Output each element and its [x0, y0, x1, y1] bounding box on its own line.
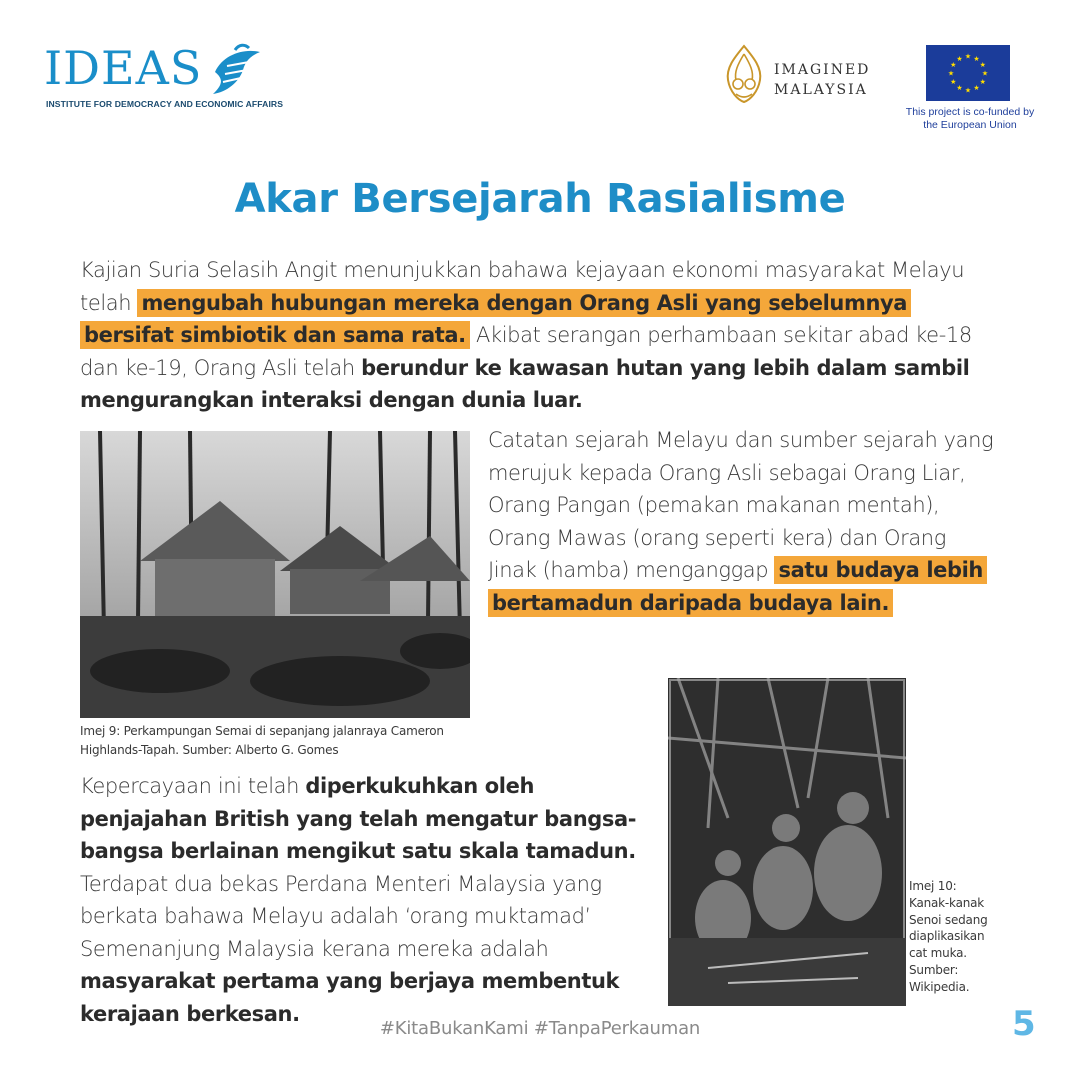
hashtags-footer: #KitaBukanKami #TanpaPerkauman: [379, 1018, 701, 1039]
eu-funding-caption: This project is co-funded by the European Union: [905, 106, 1035, 131]
ideas-bird-icon: [205, 42, 265, 98]
eu-star-icon: ★: [973, 54, 980, 63]
image-caption-2: Imej 10: Kanak-kanak Senoi sedang diaplikasikan cat muka. Sumber: Wikipedia.: [909, 879, 988, 994]
eu-star-icon: ★: [979, 61, 986, 69]
eu-star-icon: ★: [947, 69, 955, 78]
highlight-text: mengubah hubungan mereka dengan Orang Asli yang sebelumnya bersifat simbiotik dan sama rata.: [80, 289, 911, 350]
colonial-paragraph: Kepercayaan ini telah diperkukuhkan oleh penjajahan British yang telah mengatur bangsa-bangsa berlainan mengikut satu skala tamadun. Terdapat dua bekas Perdana Menteri Malaysia yang berkata bahawa Melayu adalah ‘orang muktamad’ Semenanjung Malaysia kerana mereka adalah masyarakat pertama yang berjaya membentuk kerajaan berkesan.: [80, 774, 637, 1026]
eu-star-icon: ★: [950, 78, 957, 86]
bold-text: masyarakat pertama yang berjaya membentuk kerajaan berkesan.: [80, 969, 620, 1026]
bold-text: diperkukuhkan oleh penjajahan British yang telah mengatur bangsa-bangsa berlainan mengikut satu skala tamadun.: [80, 774, 637, 863]
eu-star-icon: ★: [956, 54, 963, 63]
history-paragraph: Catatan sejarah Melayu dan sumber sejarah yang merujuk kepada Orang Asli sebagai Orang Liar, Orang Pangan (pemakan makanan mentah), Orang Mawas (orang seperti kera) dan Orang Jinak (hamba) menganggap satu budaya lebih bertamadun daripada budaya lain.: [488, 428, 994, 615]
page-number: 5: [1012, 1004, 1036, 1044]
eu-star-icon: ★: [964, 52, 972, 61]
village-photo: [80, 431, 470, 718]
imagined-malaysia-emblem-icon: [720, 44, 768, 104]
image-caption-1: Imej 9: Perkampungan Semai di sepanjang jalanraya Cameron Highlands-Tapah. Sumber: Alberto G. Gomes: [80, 724, 444, 757]
ideas-subtitle: INSTITUTE FOR DEMOCRACY AND ECONOMIC AFFAIRS: [46, 99, 284, 109]
bold-text: berundur ke kawasan hutan yang lebih dalam sambil mengurangkan interaksi dengan dunia luar.: [80, 355, 970, 412]
eu-star-icon: ★: [956, 84, 963, 93]
highlight-text: satu budaya lebih bertamadun daripada budaya lain.: [488, 556, 987, 617]
eu-star-icon: ★: [964, 86, 972, 95]
eu-star-icon: ★: [979, 78, 986, 86]
eu-star-icon: ★: [950, 61, 957, 69]
imagined-malaysia-title: IMAGINED MALAYSIA: [774, 62, 871, 98]
eu-flag-icon: [926, 45, 1010, 101]
eu-star-icon: ★: [973, 84, 980, 93]
eu-star-icon: ★: [981, 69, 989, 78]
intro-paragraph: Kajian Suria Selasih Angit menunjukkan bahawa kejayaan ekonomi masyarakat Melayu telah mengubah hubungan mereka dengan Orang Asli yang sebelumnya bersifat simbiotik dan sama rata. Akibat serangan perhambaan sekitar abad ke-18 dan ke-19, Orang Asli telah berundur ke kawasan hutan yang lebih dalam sambil mengurangkan interaksi dengan dunia luar.: [80, 258, 972, 412]
senoi-children-photo: [668, 678, 906, 1006]
page-title: Akar Bersejarah Rasialisme: [234, 176, 846, 222]
ideas-logo-text: IDEAS: [44, 41, 203, 95]
